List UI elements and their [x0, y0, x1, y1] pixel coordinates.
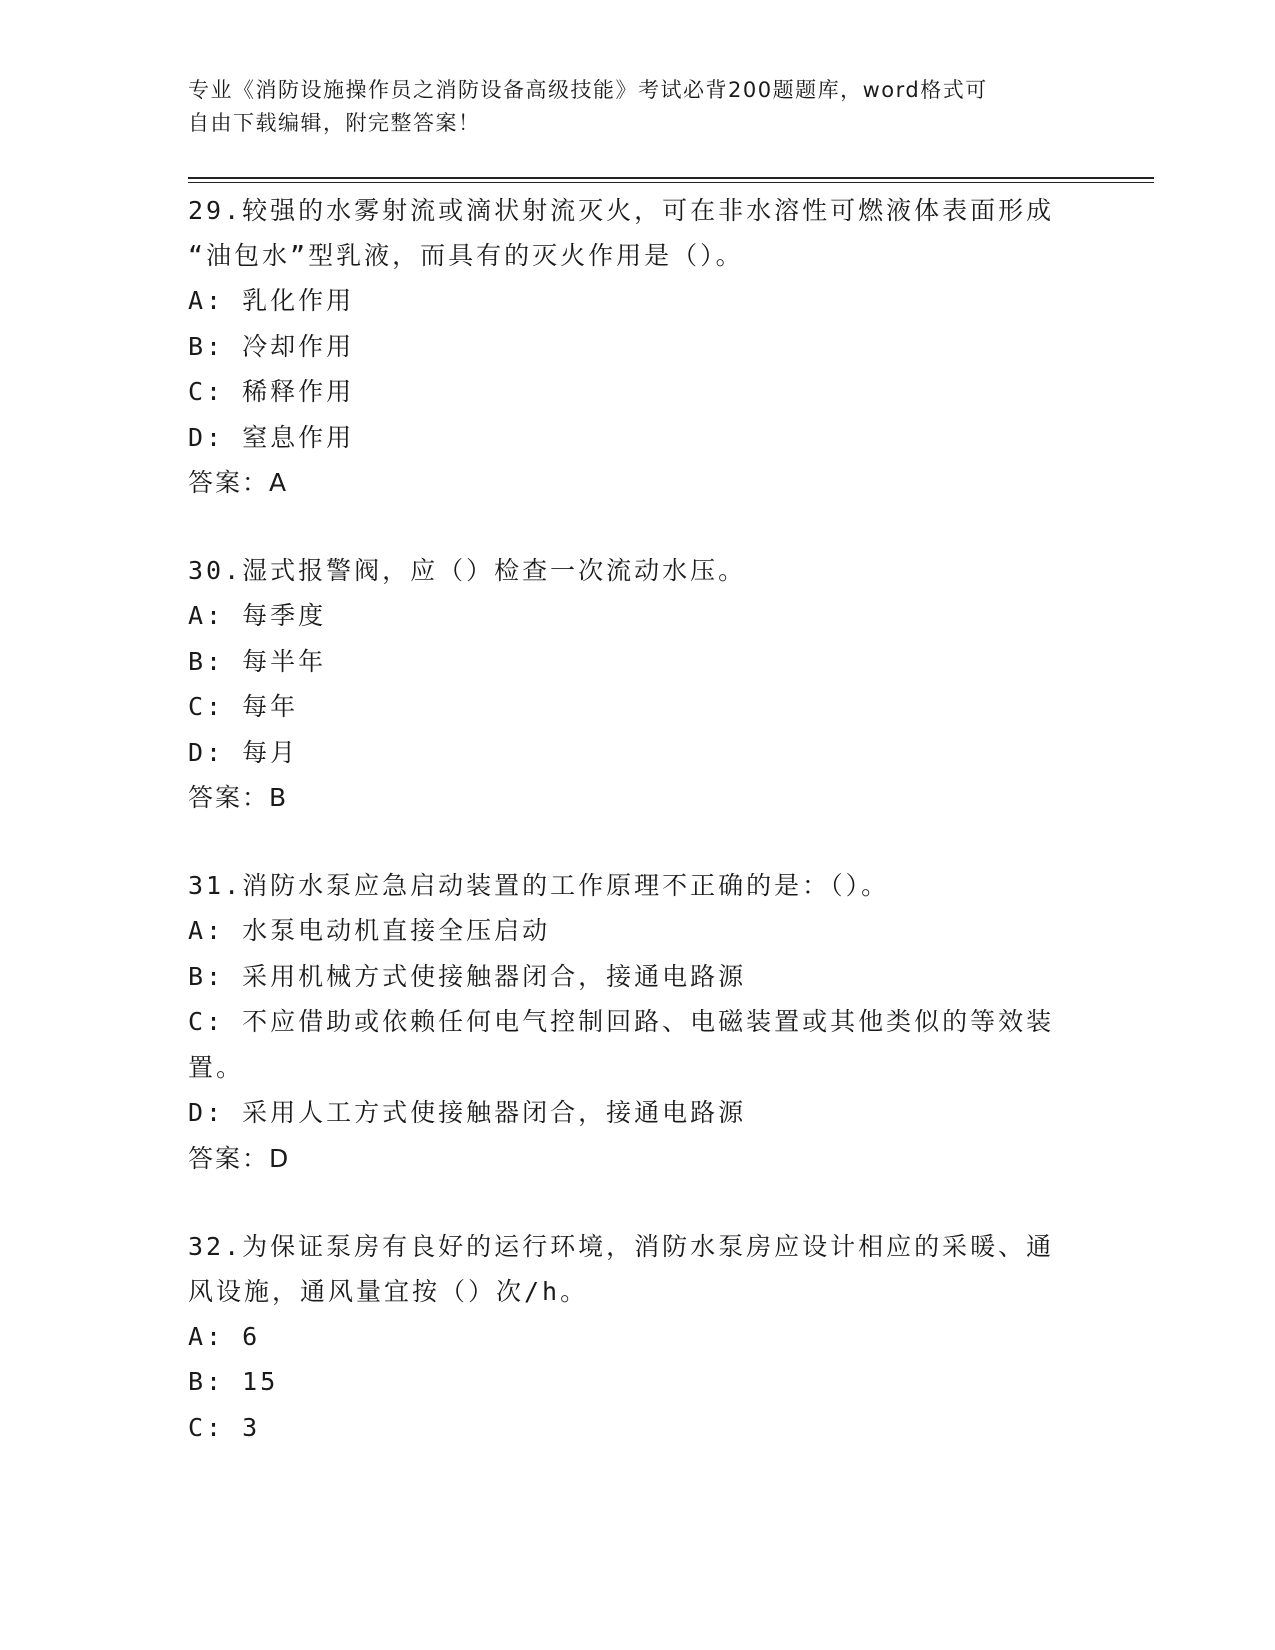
answer-line: 答案：A — [188, 468, 289, 497]
option-c: C: 稀释作用 — [188, 377, 355, 406]
option-d: D: 每月 — [188, 737, 299, 767]
question-32 — [188, 1224, 1088, 1451]
option-c: C: 每年 — [188, 692, 299, 721]
option-b: B: 冷却作用 — [188, 331, 355, 361]
option-a: A: 乳化作用 — [188, 286, 355, 315]
header-divider-thick — [188, 177, 1154, 179]
question-29 — [188, 188, 1088, 505]
option-d: D: 窒息作用 — [188, 422, 355, 452]
question-list — [188, 188, 1088, 1493]
question-stem-line: 29.较强的水雾射流或滴状射流灭火，可在非水溶性可燃液体表面形成 — [188, 196, 1055, 225]
option-b: B: 15 — [188, 1367, 279, 1396]
answer-line: 答案：D — [188, 1143, 291, 1173]
option-a: A: 水泵电动机直接全压启动 — [188, 916, 551, 945]
question-30 — [188, 548, 1088, 820]
question-stem-line: 31.消防水泵应急启动装置的工作原理不正确的是：（）。 — [188, 871, 890, 900]
question-stem-line: 30.湿式报警阀，应（）检查一次流动水压。 — [188, 556, 747, 585]
header-line-2: 自由下载编辑，附完整答案！ — [188, 111, 481, 135]
document-header — [188, 74, 1068, 140]
header-line-1: 专业《消防设施操作员之消防设备高级技能》考试必背200题题库，word格式可 — [188, 78, 988, 102]
option-a: A: 6 — [188, 1321, 261, 1351]
answer-line: 答案：B — [188, 783, 289, 812]
question-stem-line: 风设施，通风量宜按（）次/h。 — [188, 1276, 589, 1306]
option-c: C: 3 — [188, 1412, 261, 1442]
question-stem-line: “油包水”型乳液，而具有的灭火作用是（）。 — [188, 241, 744, 270]
question-stem-line: 32.为保证泵房有良好的运行环境，消防水泵房应设计相应的采暖、通 — [188, 1231, 1055, 1261]
option-a: A: 每季度 — [188, 601, 327, 630]
option-b: B: 采用机械方式使接触器闭合，接通电路源 — [188, 961, 747, 991]
option-b: B: 每半年 — [188, 646, 327, 676]
header-divider-thin — [188, 182, 1154, 183]
option-c: C: 不应借助或依赖任何电气控制回路、电磁装置或其他类似的等效装 置。 — [188, 1007, 1055, 1082]
question-31 — [188, 863, 1088, 1181]
option-d: D: 采用人工方式使接触器闭合，接通电路源 — [188, 1098, 747, 1127]
